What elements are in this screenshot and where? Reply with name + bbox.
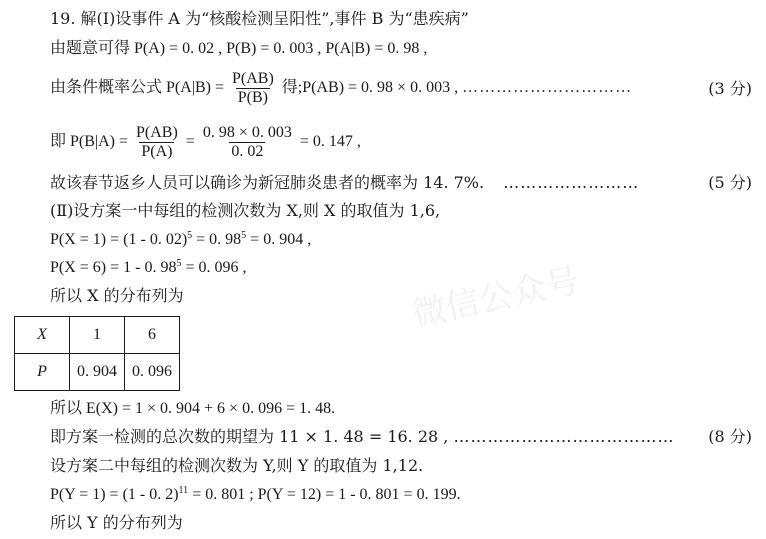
distribution-x-label [50,285,184,307]
watermark: 微信公众号 [408,260,584,336]
exponent: 5 [176,258,182,269]
text-line-14: 所以 Y 的分布列为 [50,513,183,532]
text-line-11: 即方案一检测的总次数的期望为 11 × 1. 48 = 16. 28 , [50,427,449,446]
table-cell: 1 [70,317,125,354]
fraction-denominator: P(A) [141,143,173,160]
text-line-5: 故该春节返乡人员可以确诊为新冠肺炎患者的概率为 14. 7%. [50,173,485,192]
score-label: (5 分) [708,173,752,192]
expression: = 0. 904 , [246,231,312,248]
text-line-1: 19. 解(Ⅰ)设事件 A 为“核酸检测呈阳性”,事件 B 为“患疾病” [50,9,469,28]
px6-calculation [50,257,247,279]
table-cell: 6 [125,317,180,354]
plan2-intro [50,455,423,477]
fraction-numerator: 0. 98 × 0. 003 [202,124,292,141]
fraction-numerator: P(AB) [136,124,178,141]
fraction-pab-over-pa [134,124,180,161]
formula-prefix: 由条件概率公式 P(A|B) = [50,79,225,97]
exponent: 5 [241,230,247,241]
expression: = 0. 98 [192,231,242,248]
table-cell: P [15,354,70,391]
expectation-x [50,398,335,420]
exponent: 11 [178,485,189,496]
equals-sign: = [185,133,195,151]
text-line-6: (Ⅱ)设方案一中每组的检测次数为 X,则 X 的取值为 1,6, [50,201,441,220]
leader-dots: ………………………… [462,79,633,97]
fraction-denominator: 0. 02 [231,143,264,160]
expression: = 0. 096 , [181,259,247,276]
given-probabilities [50,38,427,60]
score-8 [708,426,752,448]
expression: P(X = 6) = 1 - 0. 98 [50,259,177,276]
problem-heading [50,8,469,30]
text-line-2: 由题意可得 P(A) = 0. 02 , P(B) = 0. 003 , P(A|B) = 0. 98 , [50,40,428,57]
formula-result: 得;P(AB) = 0. 98 × 0. 003 , [281,79,459,97]
leader-dots: ………………………………… [453,427,675,446]
table-cell: X [15,317,70,354]
part2-intro [50,200,440,222]
conditional-formula [50,70,632,107]
bayes-result: = 0. 147 , [299,133,361,151]
table-row [15,317,180,354]
fraction-numerator: P(AB) [232,70,274,87]
fraction-denominator: P(B) [237,89,269,106]
score-3 [708,78,752,100]
fraction-numeric [201,124,294,161]
text-line-10: 所以 E(X) = 1 × 0. 904 + 6 × 0. 096 = 1. 48. [50,400,336,417]
exponent: 5 [187,230,193,241]
score-label: (3 分) [708,79,752,98]
score-5 [708,172,752,194]
table-row [15,354,180,391]
plan1-total-expectation [50,426,674,448]
expression: = 0. 801 ; P(Y = 12) = 1 - 0. 801 = 0. 199. [188,486,461,503]
py-calculation [50,484,461,506]
text-line-12: 设方案二中每组的检测次数为 Y,则 Y 的取值为 1,12. [50,456,424,475]
expression: P(X = 1) = (1 - 0. 02) [50,231,188,248]
bayes-calculation [50,124,361,161]
conclusion-part1 [50,172,639,194]
text-line-9: 所以 X 的分布列为 [50,286,184,305]
score-label: (8 分) [708,427,752,446]
bayes-prefix: 即 P(B|A) = [50,133,129,151]
leader-dots: …………………… [503,173,640,192]
expression: P(Y = 1) = (1 - 0. 2) [50,486,179,503]
px1-calculation [50,229,311,251]
table-cell: 0. 096 [125,354,180,391]
distribution-y-label [50,512,183,534]
distribution-table-x [14,316,180,391]
table-cell: 0. 904 [70,354,125,391]
fraction-pab-over-pb [230,70,276,107]
